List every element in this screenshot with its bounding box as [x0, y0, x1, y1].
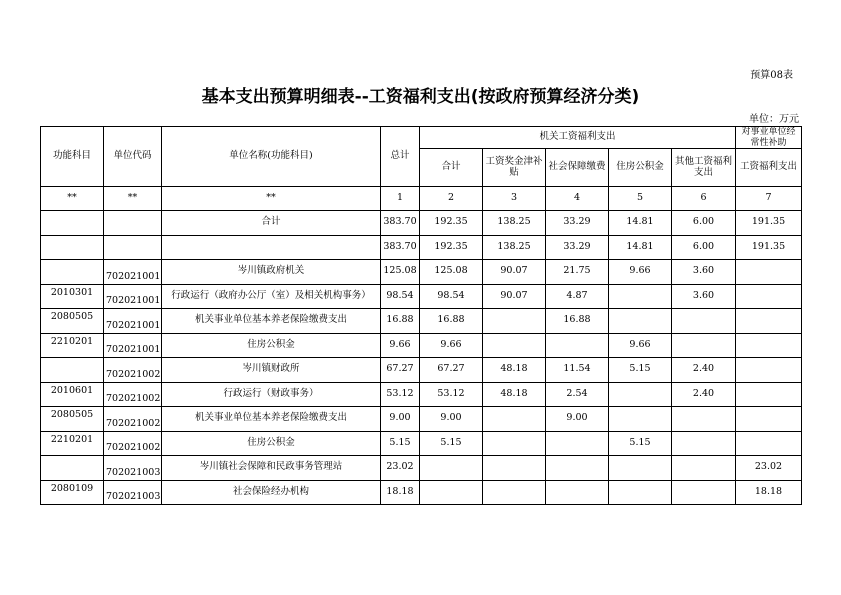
func-subject-cell: 2210201 — [41, 333, 104, 358]
wage-welfare-cell: 18.18 — [736, 480, 802, 505]
header-social-insurance: 社会保障缴费 — [546, 149, 609, 187]
unit-name-cell: 行政运行（财政事务） — [162, 382, 381, 407]
social-insurance-cell: 11.54 — [546, 358, 609, 383]
total-cell: 23.02 — [381, 456, 420, 481]
unit-name-cell: 住房公积金 — [162, 333, 381, 358]
func-subject-cell: 2010601 — [41, 382, 104, 407]
table-row — [41, 407, 802, 432]
total-cell: 16.88 — [381, 309, 420, 334]
index-cell: 6 — [672, 187, 736, 211]
unit-code-cell — [104, 211, 162, 236]
total-cell: 9.66 — [381, 333, 420, 358]
housing-fund-cell — [609, 456, 672, 481]
wage-welfare-cell — [736, 309, 802, 334]
wage-welfare-cell — [736, 333, 802, 358]
func-subject-cell: 2010301 — [41, 284, 104, 309]
other-wage-cell — [672, 431, 736, 456]
table-row — [41, 382, 802, 407]
wage-welfare-cell: 23.02 — [736, 456, 802, 481]
wage-bonus-cell: 90.07 — [483, 284, 546, 309]
wage-bonus-cell — [483, 431, 546, 456]
sub-total-cell: 67.27 — [420, 358, 483, 383]
wage-bonus-cell — [483, 480, 546, 505]
social-insurance-cell — [546, 456, 609, 481]
total-cell: 383.70 — [381, 211, 420, 236]
wage-welfare-cell — [736, 382, 802, 407]
index-row — [41, 187, 802, 211]
header-func-subject: 功能科目 — [41, 127, 104, 187]
table-row — [41, 480, 802, 505]
wage-bonus-cell — [483, 456, 546, 481]
other-wage-cell: 2.40 — [672, 382, 736, 407]
header-sub-total: 合计 — [420, 149, 483, 187]
social-insurance-cell: 21.75 — [546, 260, 609, 285]
table-body — [41, 127, 802, 505]
sub-total-cell: 5.15 — [420, 431, 483, 456]
unit-code-cell: 702021001 — [104, 284, 162, 309]
table-row — [41, 260, 802, 285]
wage-bonus-cell: 138.25 — [483, 211, 546, 236]
form-number: 预算08表 — [750, 70, 793, 81]
unit-name-cell: 社会保险经办机构 — [162, 480, 381, 505]
wage-bonus-cell: 48.18 — [483, 358, 546, 383]
unit-code-cell: 702021001 — [104, 260, 162, 285]
page-title: 基本支出预算明细表--工资福利支出(按政府预算经济分类) — [201, 87, 640, 107]
header-wage-welfare: 工资福利支出 — [736, 149, 802, 187]
housing-fund-cell: 9.66 — [609, 260, 672, 285]
unit-name-cell: 机关事业单位基本养老保险缴费支出 — [162, 407, 381, 432]
social-insurance-cell: 33.29 — [546, 235, 609, 260]
total-cell: 53.12 — [381, 382, 420, 407]
other-wage-cell — [672, 333, 736, 358]
total-cell: 9.00 — [381, 407, 420, 432]
sub-total-cell — [420, 456, 483, 481]
wage-bonus-cell — [483, 407, 546, 432]
wage-bonus-cell: 48.18 — [483, 382, 546, 407]
social-insurance-cell — [546, 333, 609, 358]
table-row — [41, 284, 802, 309]
table-row — [41, 211, 802, 236]
wage-bonus-cell — [483, 309, 546, 334]
unit-label: 单位：万元 — [749, 114, 799, 125]
wage-welfare-cell — [736, 284, 802, 309]
header-other-wage: 其他工资福利支出 — [672, 149, 736, 187]
other-wage-cell: 3.60 — [672, 284, 736, 309]
housing-fund-cell — [609, 407, 672, 432]
header-unit-code: 单位代码 — [104, 127, 162, 187]
index-cell: 2 — [420, 187, 483, 211]
index-cell: 7 — [736, 187, 802, 211]
unit-name-cell: 岑川镇政府机关 — [162, 260, 381, 285]
unit-name-cell: 住房公积金 — [162, 431, 381, 456]
budget-table — [40, 126, 802, 505]
housing-fund-cell: 14.81 — [609, 211, 672, 236]
other-wage-cell: 6.00 — [672, 235, 736, 260]
wage-welfare-cell: 191.35 — [736, 235, 802, 260]
unit-code-cell: 702021003 — [104, 456, 162, 481]
total-cell: 125.08 — [381, 260, 420, 285]
total-cell: 98.54 — [381, 284, 420, 309]
func-subject-cell — [41, 456, 104, 481]
unit-name-cell: 行政运行（政府办公厅（室）及相关机构事务） — [162, 284, 381, 309]
total-cell: 18.18 — [381, 480, 420, 505]
other-wage-cell — [672, 407, 736, 432]
func-subject-cell — [41, 211, 104, 236]
sub-total-cell: 16.88 — [420, 309, 483, 334]
social-insurance-cell: 16.88 — [546, 309, 609, 334]
unit-code-cell: 702021002 — [104, 358, 162, 383]
sub-total-cell: 53.12 — [420, 382, 483, 407]
table-row — [41, 309, 802, 334]
unit-code-cell: 702021001 — [104, 333, 162, 358]
total-cell: 5.15 — [381, 431, 420, 456]
social-insurance-cell: 2.54 — [546, 382, 609, 407]
index-cell: ** — [104, 187, 162, 211]
index-cell: ** — [162, 187, 381, 211]
housing-fund-cell — [609, 284, 672, 309]
other-wage-cell: 6.00 — [672, 211, 736, 236]
social-insurance-cell: 4.87 — [546, 284, 609, 309]
social-insurance-cell: 9.00 — [546, 407, 609, 432]
total-cell: 383.70 — [381, 235, 420, 260]
unit-code-cell: 702021003 — [104, 480, 162, 505]
unit-code-cell — [104, 235, 162, 260]
index-cell: 1 — [381, 187, 420, 211]
social-insurance-cell — [546, 431, 609, 456]
housing-fund-cell: 5.15 — [609, 431, 672, 456]
sub-total-cell: 9.00 — [420, 407, 483, 432]
table-row — [41, 431, 802, 456]
sub-total-cell: 9.66 — [420, 333, 483, 358]
wage-welfare-cell — [736, 407, 802, 432]
other-wage-cell — [672, 456, 736, 481]
sub-total-cell: 98.54 — [420, 284, 483, 309]
housing-fund-cell — [609, 382, 672, 407]
index-cell: ** — [41, 187, 104, 211]
func-subject-cell — [41, 235, 104, 260]
header-group-subsidy: 对事业单位经常性补助 — [736, 127, 802, 149]
housing-fund-cell: 14.81 — [609, 235, 672, 260]
unit-name-cell: 合计 — [162, 211, 381, 236]
table-row — [41, 333, 802, 358]
unit-code-cell: 702021002 — [104, 431, 162, 456]
header-total: 总计 — [381, 127, 420, 187]
header-row-1 — [41, 127, 802, 149]
wage-welfare-cell — [736, 431, 802, 456]
wage-welfare-cell — [736, 358, 802, 383]
func-subject-cell: 2080505 — [41, 407, 104, 432]
unit-name-cell: 岑川镇社会保障和民政事务管理站 — [162, 456, 381, 481]
index-cell: 4 — [546, 187, 609, 211]
unit-code-cell: 702021002 — [104, 407, 162, 432]
index-cell: 5 — [609, 187, 672, 211]
func-subject-cell: 2080109 — [41, 480, 104, 505]
total-cell: 67.27 — [381, 358, 420, 383]
housing-fund-cell: 5.15 — [609, 358, 672, 383]
header-wage-bonus: 工资奖金津补贴 — [483, 149, 546, 187]
index-cell: 3 — [483, 187, 546, 211]
wage-welfare-cell — [736, 260, 802, 285]
func-subject-cell: 2210201 — [41, 431, 104, 456]
header-unit-name: 单位名称(功能科目) — [162, 127, 381, 187]
func-subject-cell — [41, 260, 104, 285]
unit-name-cell — [162, 235, 381, 260]
table-row — [41, 235, 802, 260]
other-wage-cell: 3.60 — [672, 260, 736, 285]
wage-welfare-cell: 191.35 — [736, 211, 802, 236]
func-subject-cell — [41, 358, 104, 383]
wage-bonus-cell — [483, 333, 546, 358]
table-row — [41, 456, 802, 481]
func-subject-cell: 2080505 — [41, 309, 104, 334]
social-insurance-cell — [546, 480, 609, 505]
housing-fund-cell: 9.66 — [609, 333, 672, 358]
sub-total-cell: 192.35 — [420, 235, 483, 260]
sub-total-cell — [420, 480, 483, 505]
unit-name-cell: 岑川镇财政所 — [162, 358, 381, 383]
sub-total-cell: 192.35 — [420, 211, 483, 236]
other-wage-cell — [672, 309, 736, 334]
header-group-org-wages: 机关工资福利支出 — [420, 127, 736, 149]
wage-bonus-cell: 90.07 — [483, 260, 546, 285]
other-wage-cell — [672, 480, 736, 505]
unit-name-cell: 机关事业单位基本养老保险缴费支出 — [162, 309, 381, 334]
header-housing-fund: 住房公积金 — [609, 149, 672, 187]
housing-fund-cell — [609, 309, 672, 334]
wage-bonus-cell: 138.25 — [483, 235, 546, 260]
sub-total-cell: 125.08 — [420, 260, 483, 285]
unit-code-cell: 702021002 — [104, 382, 162, 407]
unit-code-cell: 702021001 — [104, 309, 162, 334]
social-insurance-cell: 33.29 — [546, 211, 609, 236]
housing-fund-cell — [609, 480, 672, 505]
other-wage-cell: 2.40 — [672, 358, 736, 383]
table-row — [41, 358, 802, 383]
